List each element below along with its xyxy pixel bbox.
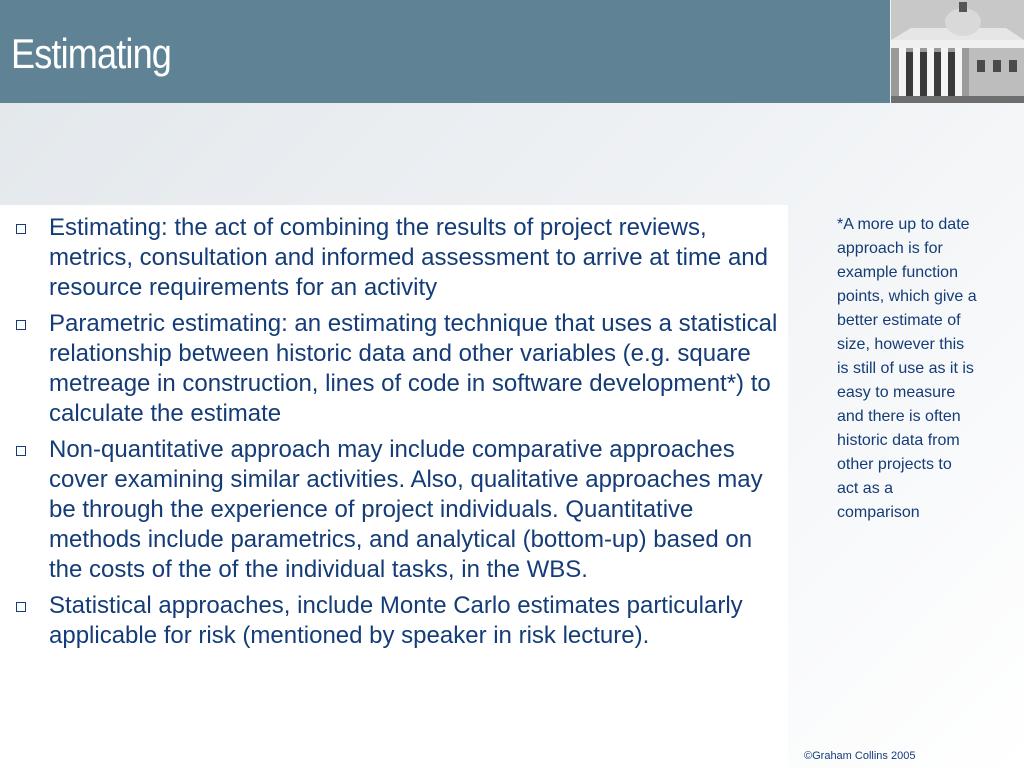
bullet-item (0, 309, 780, 429)
checkbox-bullet-icon (16, 320, 26, 330)
bullet-item (0, 213, 780, 303)
bullet-text: Statistical approaches, include Monte Carlo estimates particularly applicable for risk (mentioned by speaker in risk lecture). (49, 592, 743, 649)
side-note: *A more up to date approach is for example function points, which give a better estimate of size, however this is still of use as it is easy to measure and there is often historic data from other projects to act as a comparison (837, 216, 977, 521)
building-columns-logo (891, 0, 1024, 103)
bullet-text: Estimating: the act of combining the results of project reviews, metrics, consultation and informed assessment to arrive at time and resource requirements for an activity (49, 214, 768, 301)
bullet-item (0, 435, 780, 585)
copyright-footer: ©Graham Collins 2005 (804, 750, 916, 762)
checkbox-bullet-icon (16, 446, 26, 456)
bullet-item (0, 591, 780, 651)
bullet-list (0, 213, 780, 657)
checkbox-bullet-icon (16, 602, 26, 612)
bullet-text: Parametric estimating: an estimating technique that uses a statistical relationship between historic data and other variables (e.g. square metreage in construction, lines of code in software development*) to calculate the estimate (49, 310, 778, 427)
title-bar (0, 0, 890, 103)
building-columns-icon (891, 0, 1024, 103)
checkbox-bullet-icon (16, 224, 26, 234)
content-panel (0, 205, 788, 768)
bullet-text: Non-quantitative approach may include comparative approaches cover examining similar activities. Also, qualitative approaches may be through the experience of project individuals. Quantitative methods include parametrics, and analytical (bottom-up) based on the costs of the of the individual tasks, in the WBS. (49, 436, 763, 583)
slide-title: Estimating (11, 30, 172, 77)
